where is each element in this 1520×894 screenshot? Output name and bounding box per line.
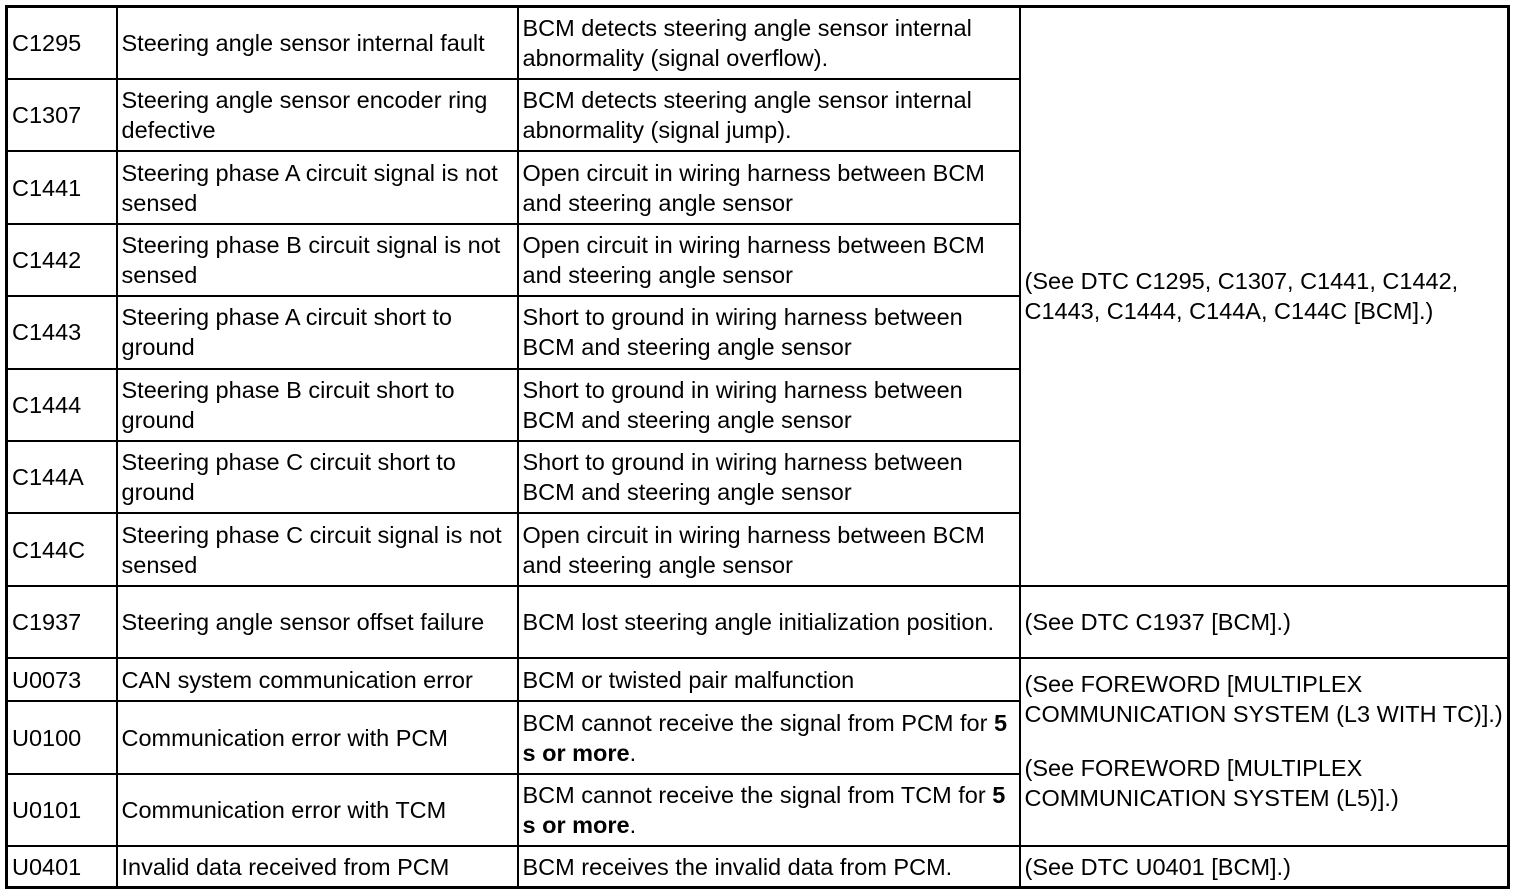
dtc-code: C1443: [7, 296, 117, 368]
cause-text-end: .: [629, 812, 637, 838]
dtc-condition: Steering phase C circuit signal is not sensed: [117, 513, 518, 585]
dtc-code: U0073: [7, 658, 117, 701]
dtc-cause: Short to ground in wiring harness between BCM and steering angle sensor: [518, 296, 1020, 368]
dtc-cause: BCM receives the invalid data from PCM.: [518, 846, 1020, 887]
dtc-condition: Communication error with TCM: [117, 774, 518, 846]
remark-text: (See FOREWORD [MULTIPLEX COMMUNICATION SYSTEM (L5)].): [1024, 755, 1399, 812]
cause-text-end: .: [629, 739, 637, 766]
remark-text: (See FOREWORD [MULTIPLEX COMMUNICATION SYSTEM (L3 WITH TC)].): [1024, 671, 1503, 728]
dtc-cause: [518, 774, 1020, 846]
dtc-code: U0101: [7, 774, 117, 846]
dtc-condition: Invalid data received from PCM: [117, 846, 518, 887]
dtc-condition: Steering phase A circuit short to ground: [117, 296, 518, 368]
dtc-code: U0100: [7, 701, 117, 773]
dtc-code: C144A: [7, 441, 117, 513]
dtc-condition: Steering phase C circuit short to ground: [117, 441, 518, 513]
dtc-cause: Open circuit in wiring harness between BCM and steering angle sensor: [518, 224, 1020, 296]
dtc-condition: Steering angle sensor offset failure: [117, 586, 518, 658]
dtc-cause: Short to ground in wiring harness between BCM and steering angle sensor: [518, 369, 1020, 441]
remark-cell: (See DTC C1937 [BCM].): [1020, 586, 1509, 658]
dtc-code: C1444: [7, 369, 117, 441]
table-row: [7, 7, 1509, 79]
dtc-table: [5, 5, 1510, 889]
dtc-cause: Short to ground in wiring harness between BCM and steering angle sensor: [518, 441, 1020, 513]
dtc-code: C1295: [7, 7, 117, 79]
cause-text: BCM cannot receive the signal from TCM for: [522, 782, 993, 808]
dtc-cause: BCM detects steering angle sensor internal abnormality (signal overflow).: [518, 7, 1020, 79]
table-row: [7, 846, 1509, 887]
remark-cell: (See DTC U0401 [BCM].): [1020, 846, 1509, 887]
cause-duration: 5 s or more: [522, 709, 1008, 766]
dtc-code: U0401: [7, 846, 117, 887]
remark-cell: [1020, 7, 1509, 586]
remark-spacer: [1025, 729, 1505, 753]
dtc-code: C1307: [7, 79, 117, 151]
dtc-cause: BCM or twisted pair malfunction: [518, 658, 1020, 701]
dtc-cause: Open circuit in wiring harness between BCM and steering angle sensor: [518, 151, 1020, 223]
dtc-condition: Steering phase A circuit signal is not sensed: [117, 151, 518, 223]
dtc-code: C1442: [7, 224, 117, 296]
dtc-cause: BCM lost steering angle initialization position.: [518, 586, 1020, 658]
dtc-condition: Steering phase B circuit signal is not sensed: [117, 224, 518, 296]
cause-text: BCM cannot receive the signal from PCM for: [522, 709, 994, 736]
dtc-cause: BCM detects steering angle sensor internal abnormality (signal jump).: [518, 79, 1020, 151]
dtc-cause: Open circuit in wiring harness between BCM and steering angle sensor: [518, 513, 1020, 585]
remark-text: (See DTC C1295, C1307, C1441, C1442, C1443, C1444, C144A, C144C [BCM].): [1024, 268, 1459, 325]
dtc-condition: CAN system communication error: [117, 658, 518, 701]
dtc-condition: Steering angle sensor encoder ring defective: [117, 79, 518, 151]
dtc-code: C144C: [7, 513, 117, 585]
dtc-code: C1441: [7, 151, 117, 223]
dtc-code: C1937: [7, 586, 117, 658]
dtc-cause: [518, 701, 1020, 773]
dtc-condition: Steering phase B circuit short to ground: [117, 369, 518, 441]
dtc-condition: Communication error with PCM: [117, 701, 518, 773]
dtc-condition: Steering angle sensor internal fault: [117, 7, 518, 79]
table-row: [7, 586, 1509, 658]
table-row: [7, 658, 1509, 701]
remark-cell: [1020, 658, 1509, 846]
cause-duration: 5 s or more: [522, 782, 1006, 838]
